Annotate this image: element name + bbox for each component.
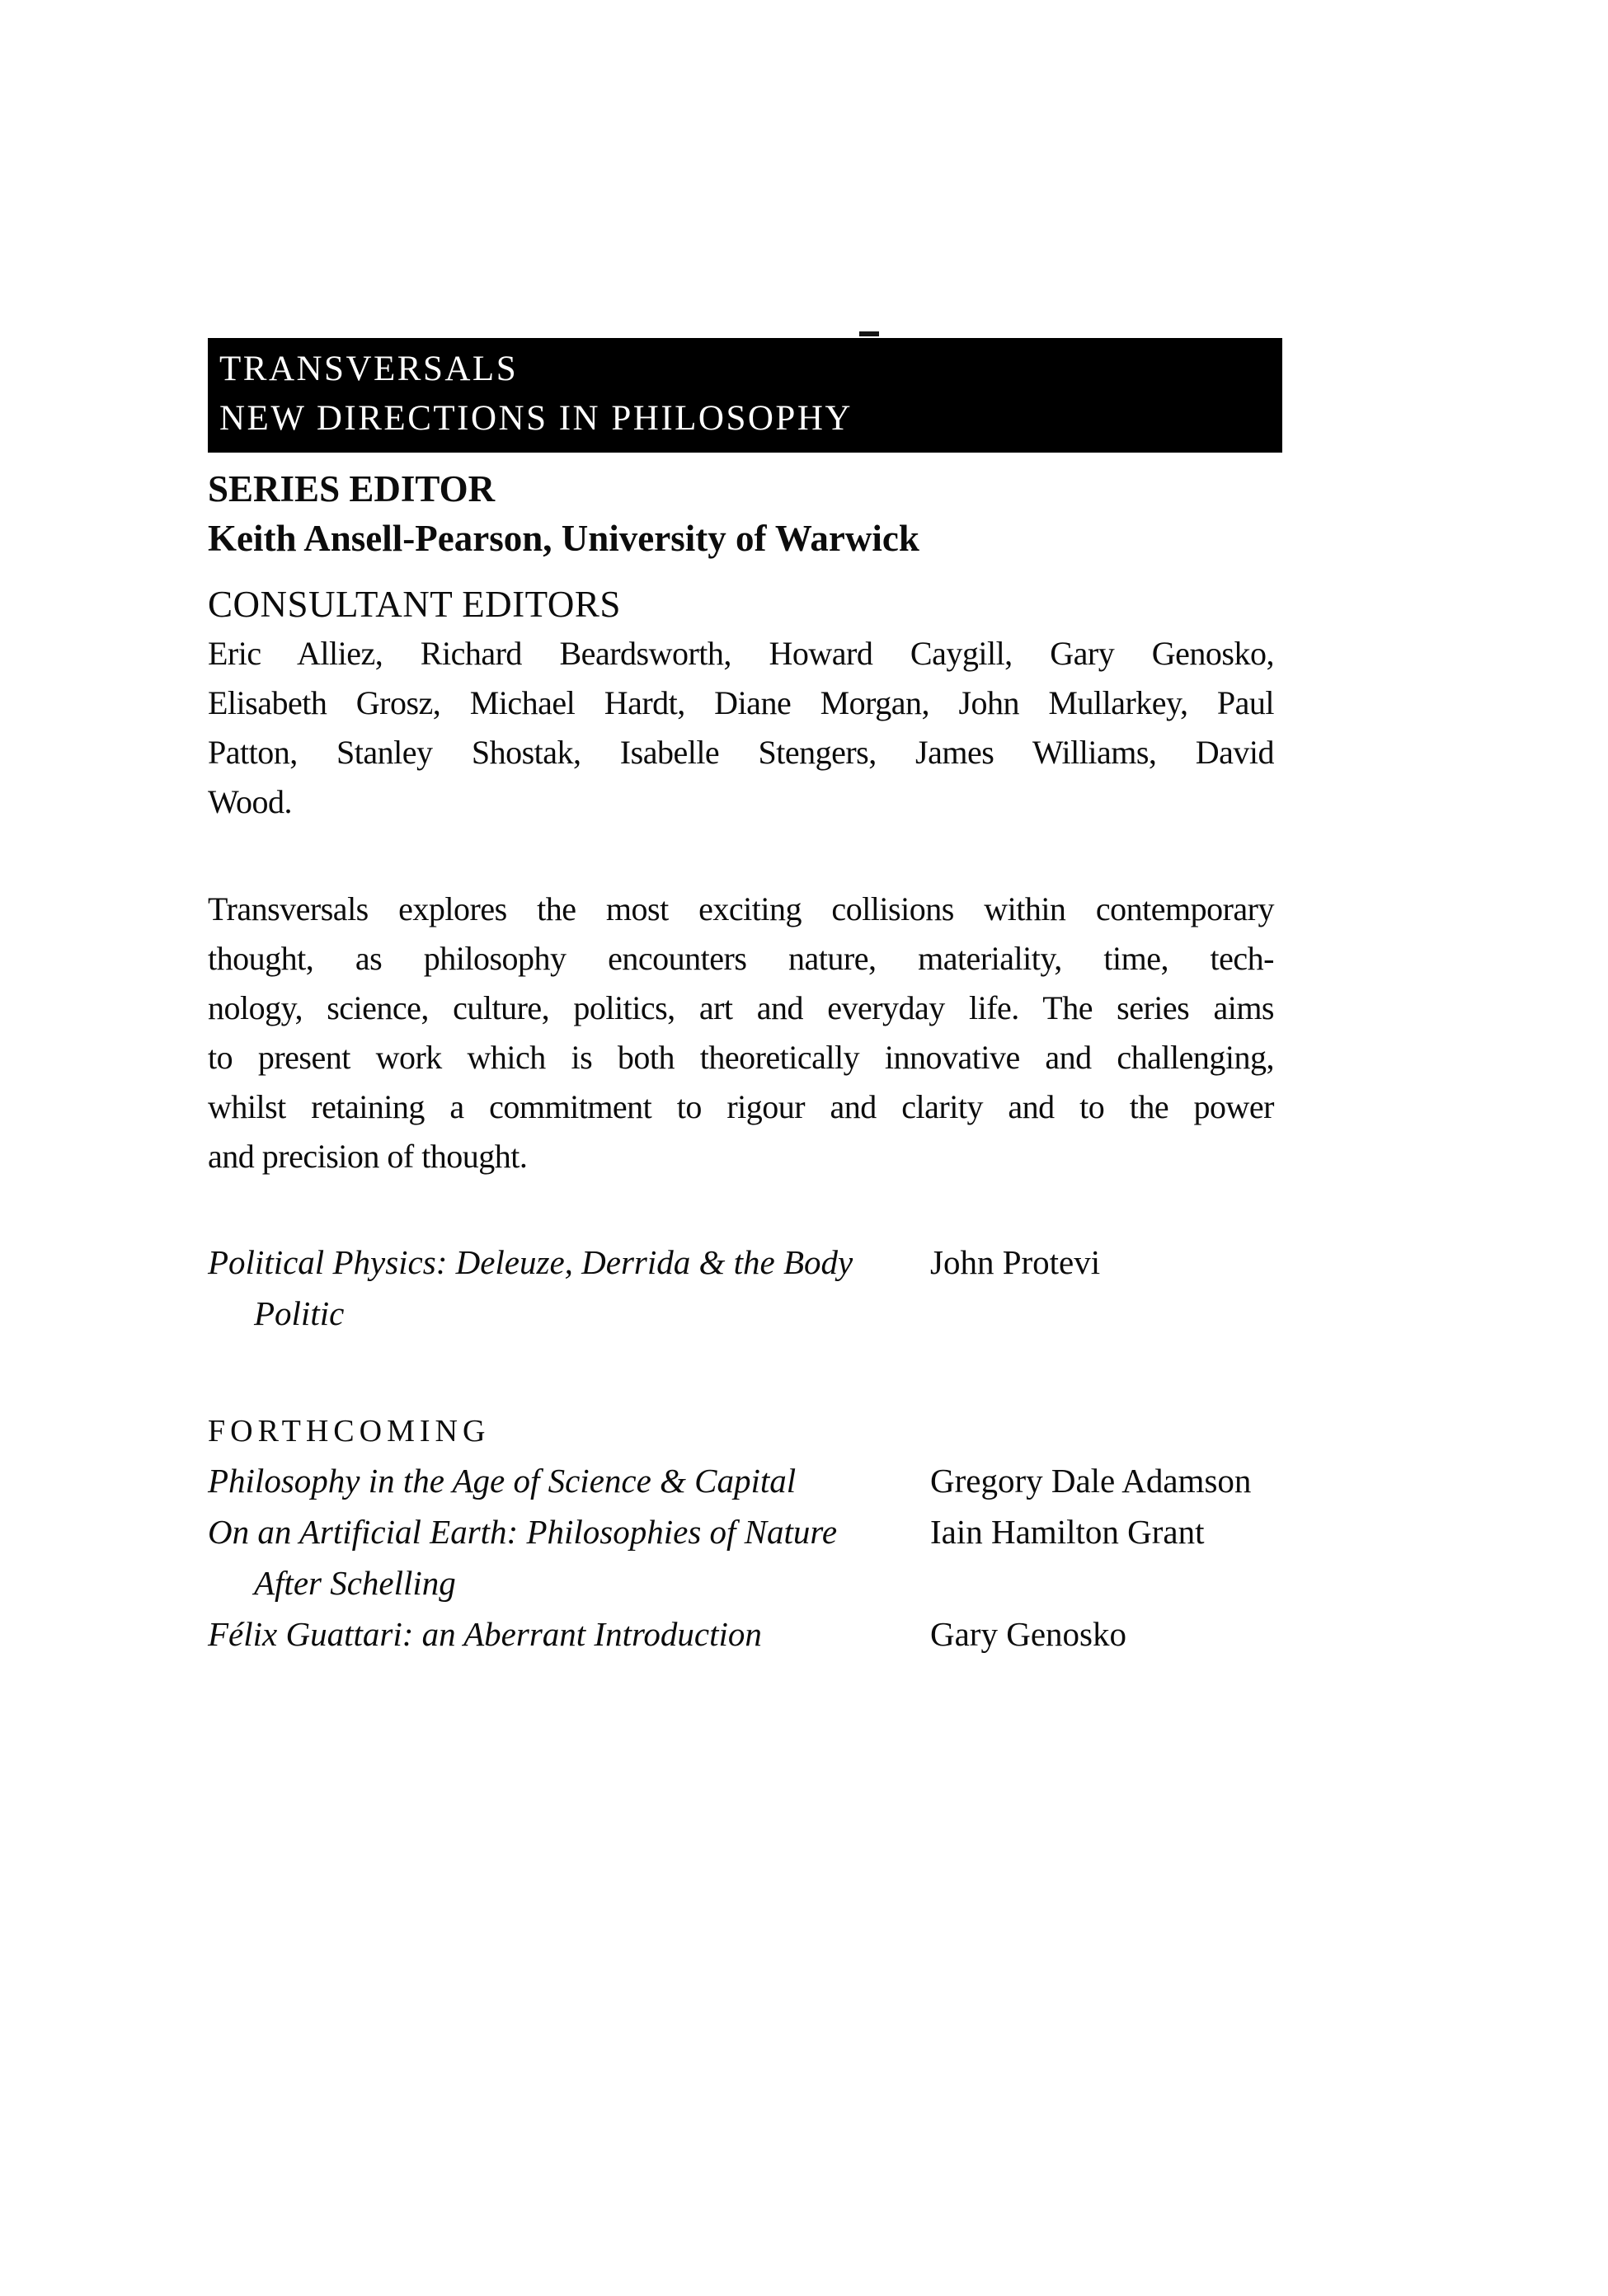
description-line: and precision of thought. <box>208 1138 528 1175</box>
forthcoming-book-author: Iain Hamilton Grant <box>930 1513 1205 1551</box>
forthcoming-book-title <box>208 1455 796 1506</box>
published-book-title <box>208 1237 853 1339</box>
consultant-editors-names <box>208 629 1274 827</box>
book-title-line: Political Physics: Deleuze, Derrida & the Body <box>208 1243 853 1281</box>
series-title: TRANSVERSALS <box>219 350 519 388</box>
forthcoming-book-title <box>208 1506 837 1608</box>
description-line: whilst retaining a commitment to rigour and clarity and to the power <box>208 1088 1274 1125</box>
names-line: Eric Alliez, Richard Beardsworth, Howard Caygill, Gary Genosko, <box>208 635 1274 672</box>
series-banner <box>208 338 1282 453</box>
forthcoming-book-author: Gregory Dale Adamson <box>930 1462 1252 1500</box>
book-title-line: After Schelling <box>254 1564 456 1602</box>
names-line: Patton, Stanley Shostak, Isabelle Stengers, James Williams, David <box>208 734 1274 771</box>
names-line: Elisabeth Grosz, Michael Hardt, Diane Morgan, John Mullarkey, Paul <box>208 684 1274 721</box>
description-line: Transversals explores the most exciting collisions within contemporary <box>208 890 1274 927</box>
series-editor-block <box>208 464 919 563</box>
book-title-line: Félix Guattari: an Aberrant Introduction <box>208 1615 762 1653</box>
scan-artifact-dash <box>859 331 879 336</box>
description-line: to present work which is both theoretically innovative and challenging, <box>208 1039 1274 1076</box>
series-subtitle: NEW DIRECTIONS IN PHILOSOPHY <box>219 399 853 438</box>
book-title-line: Philosophy in the Age of Science & Capital <box>208 1462 797 1500</box>
names-line: Wood. <box>208 783 293 820</box>
forthcoming-book-title <box>208 1608 762 1660</box>
series-editor-name: Keith Ansell-Pearson, University of Warwick <box>208 518 919 559</box>
book-title-line: Politic <box>254 1294 345 1332</box>
consultant-editors-heading: CONSULTANT EDITORS <box>208 584 621 625</box>
book-title-line: On an Artificial Earth: Philosophies of Nature <box>208 1513 838 1551</box>
series-editor-heading: SERIES EDITOR <box>208 468 496 509</box>
forthcoming-heading: FORTHCOMING <box>208 1414 491 1448</box>
description-line: thought, as philosophy encounters nature, materiality, time, tech- <box>208 940 1274 977</box>
description-line: nology, science, culture, politics, art and everyday life. The series aims <box>208 989 1274 1026</box>
series-description <box>208 885 1274 1181</box>
published-book-author: John Protevi <box>930 1243 1101 1281</box>
forthcoming-book-author: Gary Genosko <box>930 1615 1126 1653</box>
